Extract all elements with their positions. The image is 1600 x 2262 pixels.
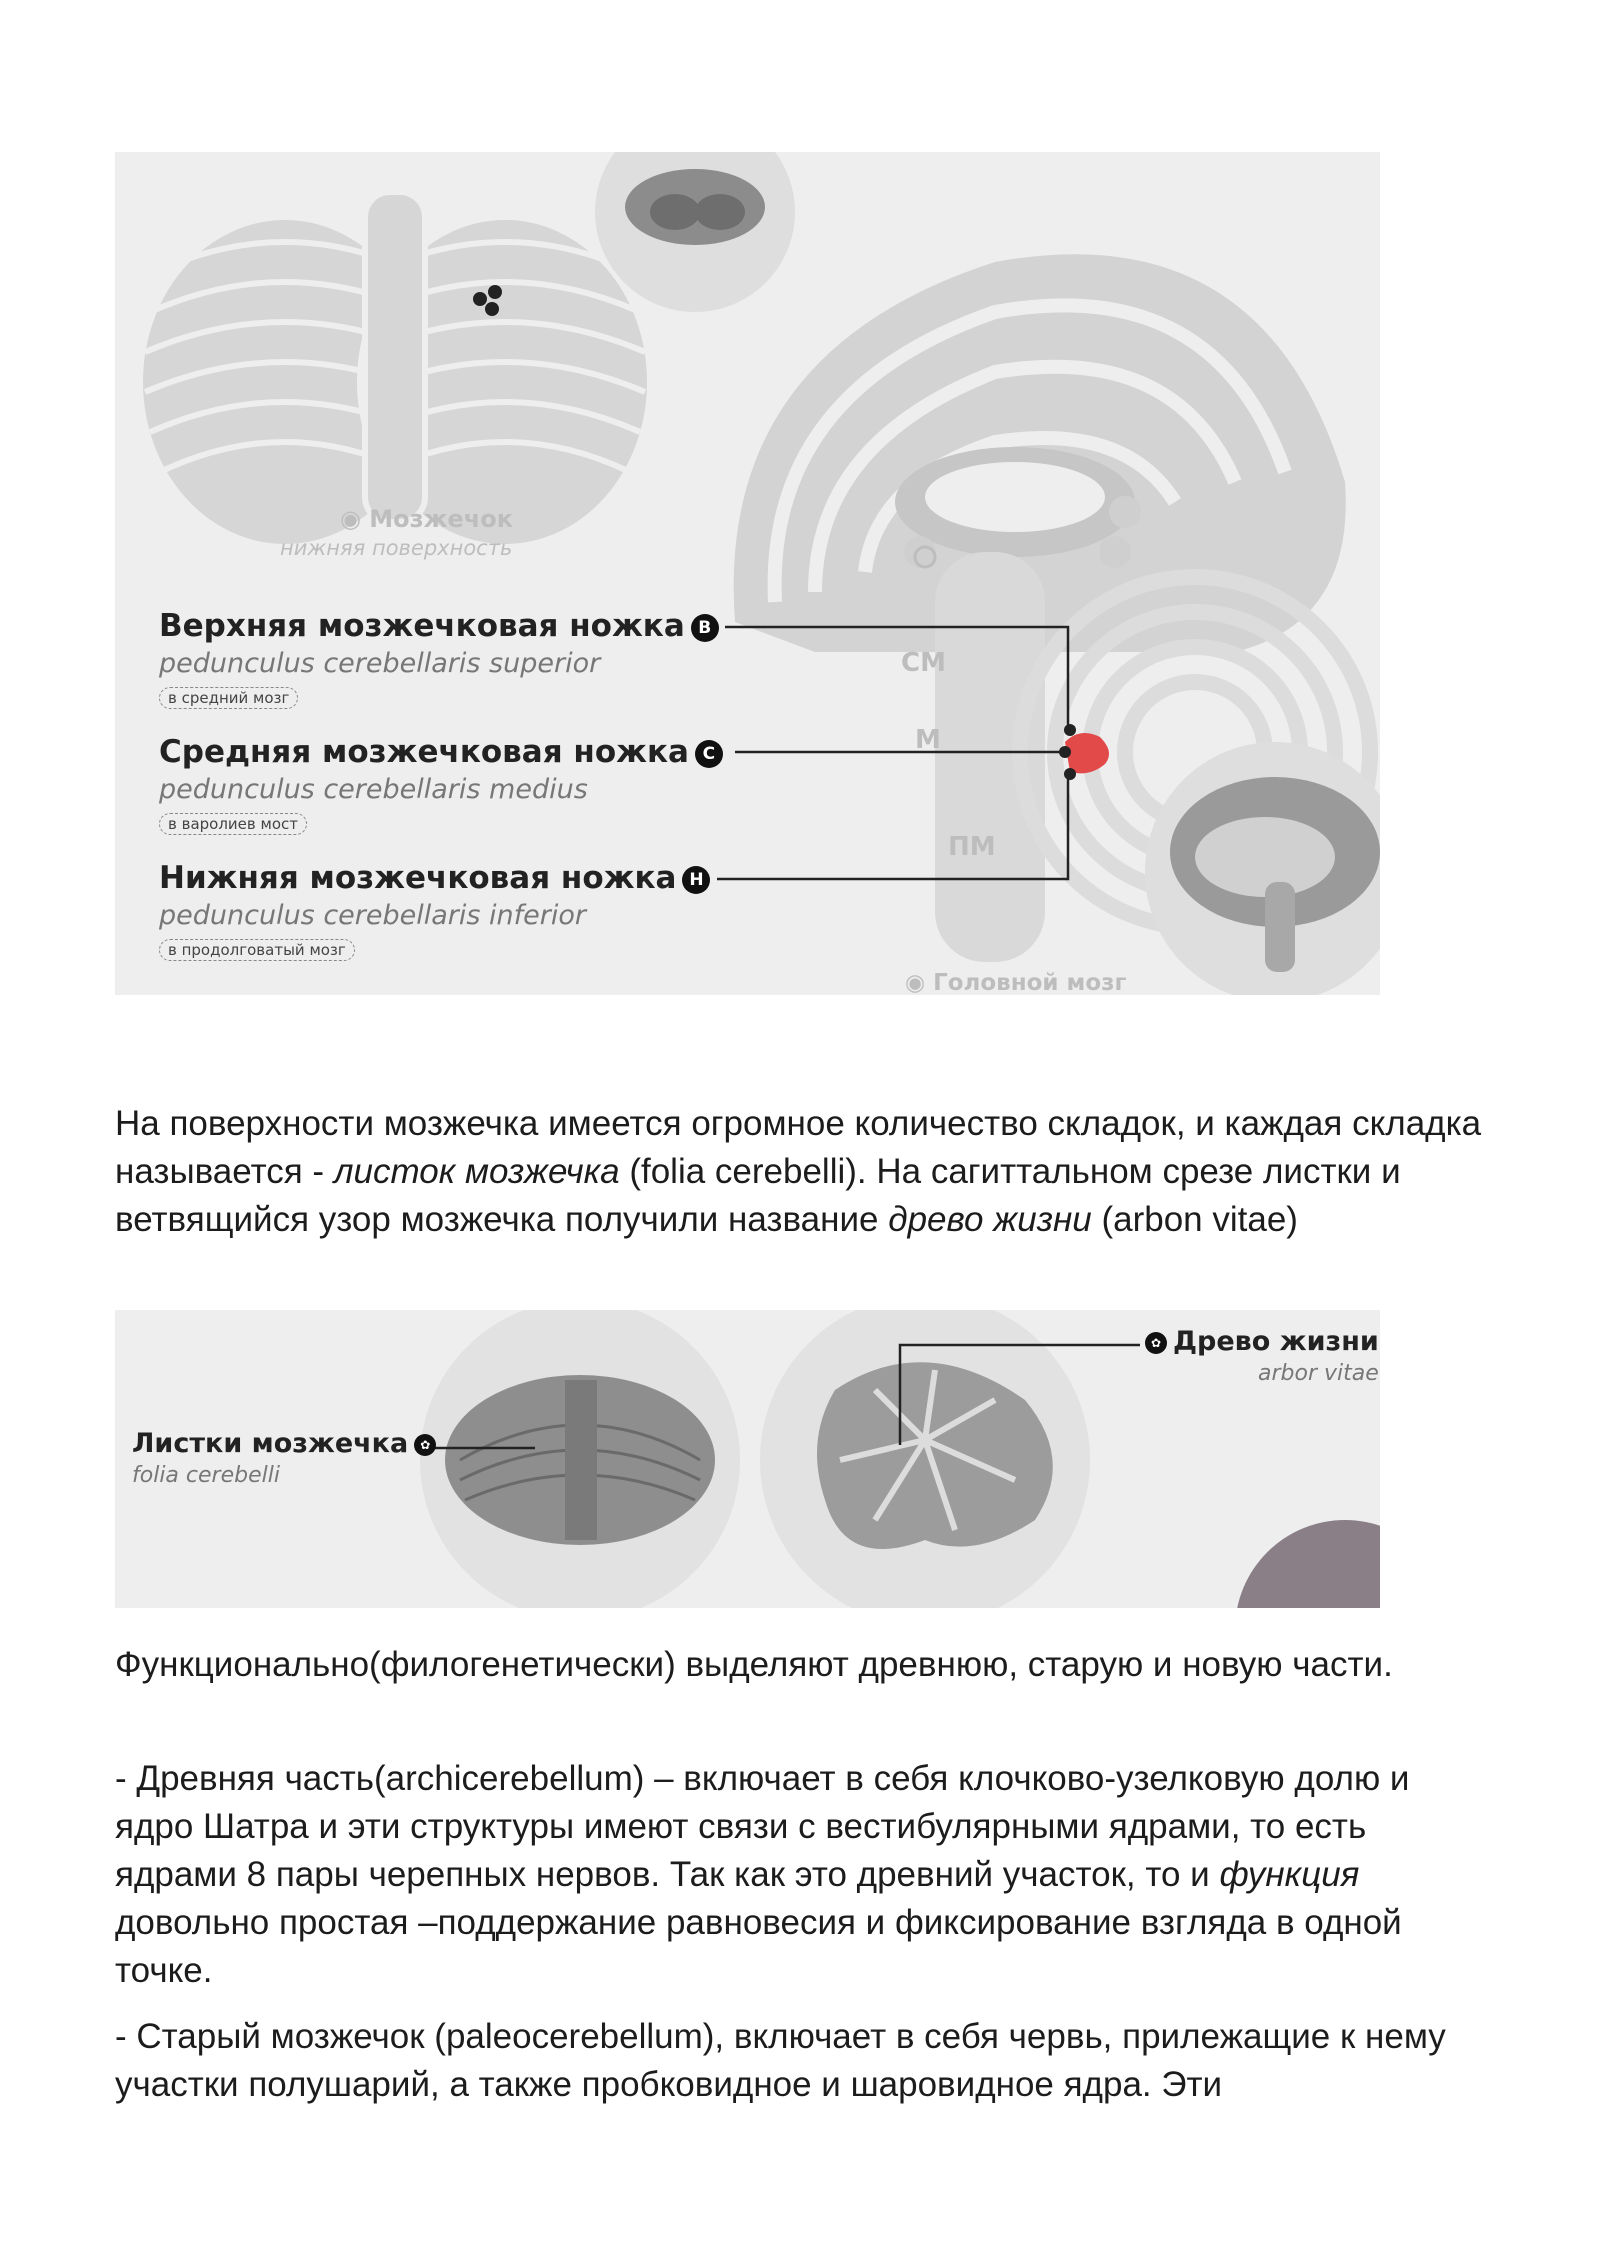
arbor-latin: arbor vitae <box>1258 1361 1379 1386</box>
folia-label <box>132 1428 436 1488</box>
peduncle-medius <box>159 734 723 835</box>
peduncle-medius-target: в варолиев мост <box>159 813 307 835</box>
peduncle-inferior-target: в продолговатый мозг <box>159 939 355 961</box>
peduncle-superior-name: Верхняя мозжечковая ножка В <box>159 608 719 644</box>
folia-icon: ✿ <box>414 1434 436 1456</box>
cerebellum-inferior-drawing <box>140 192 650 547</box>
folia-label-text: Листки мозжечка <box>132 1428 409 1459</box>
peduncle-inferior-latin: pedunculus cerebellaris inferior <box>159 900 587 931</box>
paragraph-archi-text-1: - Древняя часть(archicerebellum) – включает в себя клочково-узелковую долю и ядро Шатра и эти структуры имеют связи с вестибулярными ядрами, то есть ядрами 8 пары черепных нервов. Так как это древний участок, то и <box>115 1759 1410 1894</box>
paragraph-functional-text: Функционально(филогенетически) выделяют древнюю, старую и новую части. <box>115 1645 1393 1684</box>
peduncle-superior-latin: pedunculus cerebellaris superior <box>159 648 601 679</box>
region-label-sm: СМ <box>901 648 946 678</box>
region-label-pm: ПМ <box>948 832 996 862</box>
peduncle-marker <box>1065 733 1109 773</box>
peduncle-medius-name: Средняя мозжечковая ножка С <box>159 734 723 770</box>
badge-v: В <box>691 614 719 642</box>
region-label-m: М <box>915 725 941 755</box>
peduncles-figure <box>115 152 1380 995</box>
peduncle-medius-latin: pedunculus cerebellaris medius <box>159 774 588 805</box>
paragraph-folia <box>115 1100 1495 1244</box>
paragraph-folia-text-2: (folia cerebelli). На сагиттальном срезе листки и ветвящийся узор мозжечка получили название <box>115 1152 1401 1239</box>
paragraph-archicerebellum <box>115 1755 1495 1995</box>
paragraph-paleocerebellum <box>115 2013 1495 2109</box>
peduncle-inferior <box>159 860 710 961</box>
arbor-label-text: Древо жизни <box>1173 1326 1379 1357</box>
peduncle-inferior-name: Нижняя мозжечковая ножка Н <box>159 860 710 896</box>
paragraph-folia-text-3: (arbon vitae) <box>1091 1200 1298 1239</box>
badge-s: С <box>695 740 723 768</box>
paragraph-archi-text-2: довольно простая –поддержание равновесия и фиксирование взгляда в одной точке. <box>115 1903 1402 1990</box>
term-function: функция <box>1219 1855 1360 1894</box>
peduncle-superior-target: в средний мозг <box>159 687 298 709</box>
paragraph-folia-text-1: На поверхности мозжечка имеется огромное количество складок, и каждая складка называется - <box>115 1104 1482 1191</box>
paragraph-paleo-text: - Старый мозжечок (paleocerebellum), включает в себя червь, прилежащие к нему участки полушарий, а также пробковидное и шаровидное ядра. Эти <box>115 2017 1446 2104</box>
cerebellum-caption: ◉ Мозжечок <box>340 505 514 533</box>
arbor-icon: ✿ <box>1145 1332 1167 1354</box>
cerebellum-subcaption: нижняя поверхность <box>280 536 513 560</box>
paragraph-functional <box>115 1641 1495 1689</box>
arbor-label <box>1145 1326 1379 1386</box>
folia-latin: folia cerebelli <box>132 1463 280 1488</box>
badge-n: Н <box>682 866 710 894</box>
term-folia: листок мозжечка <box>333 1152 620 1191</box>
term-arbor-vitae: древо жизни <box>888 1200 1092 1239</box>
folia-arbor-figure <box>115 1310 1380 1608</box>
peduncle-superior <box>159 608 719 709</box>
brain-caption: ◉ Головной мозг <box>905 970 1127 995</box>
